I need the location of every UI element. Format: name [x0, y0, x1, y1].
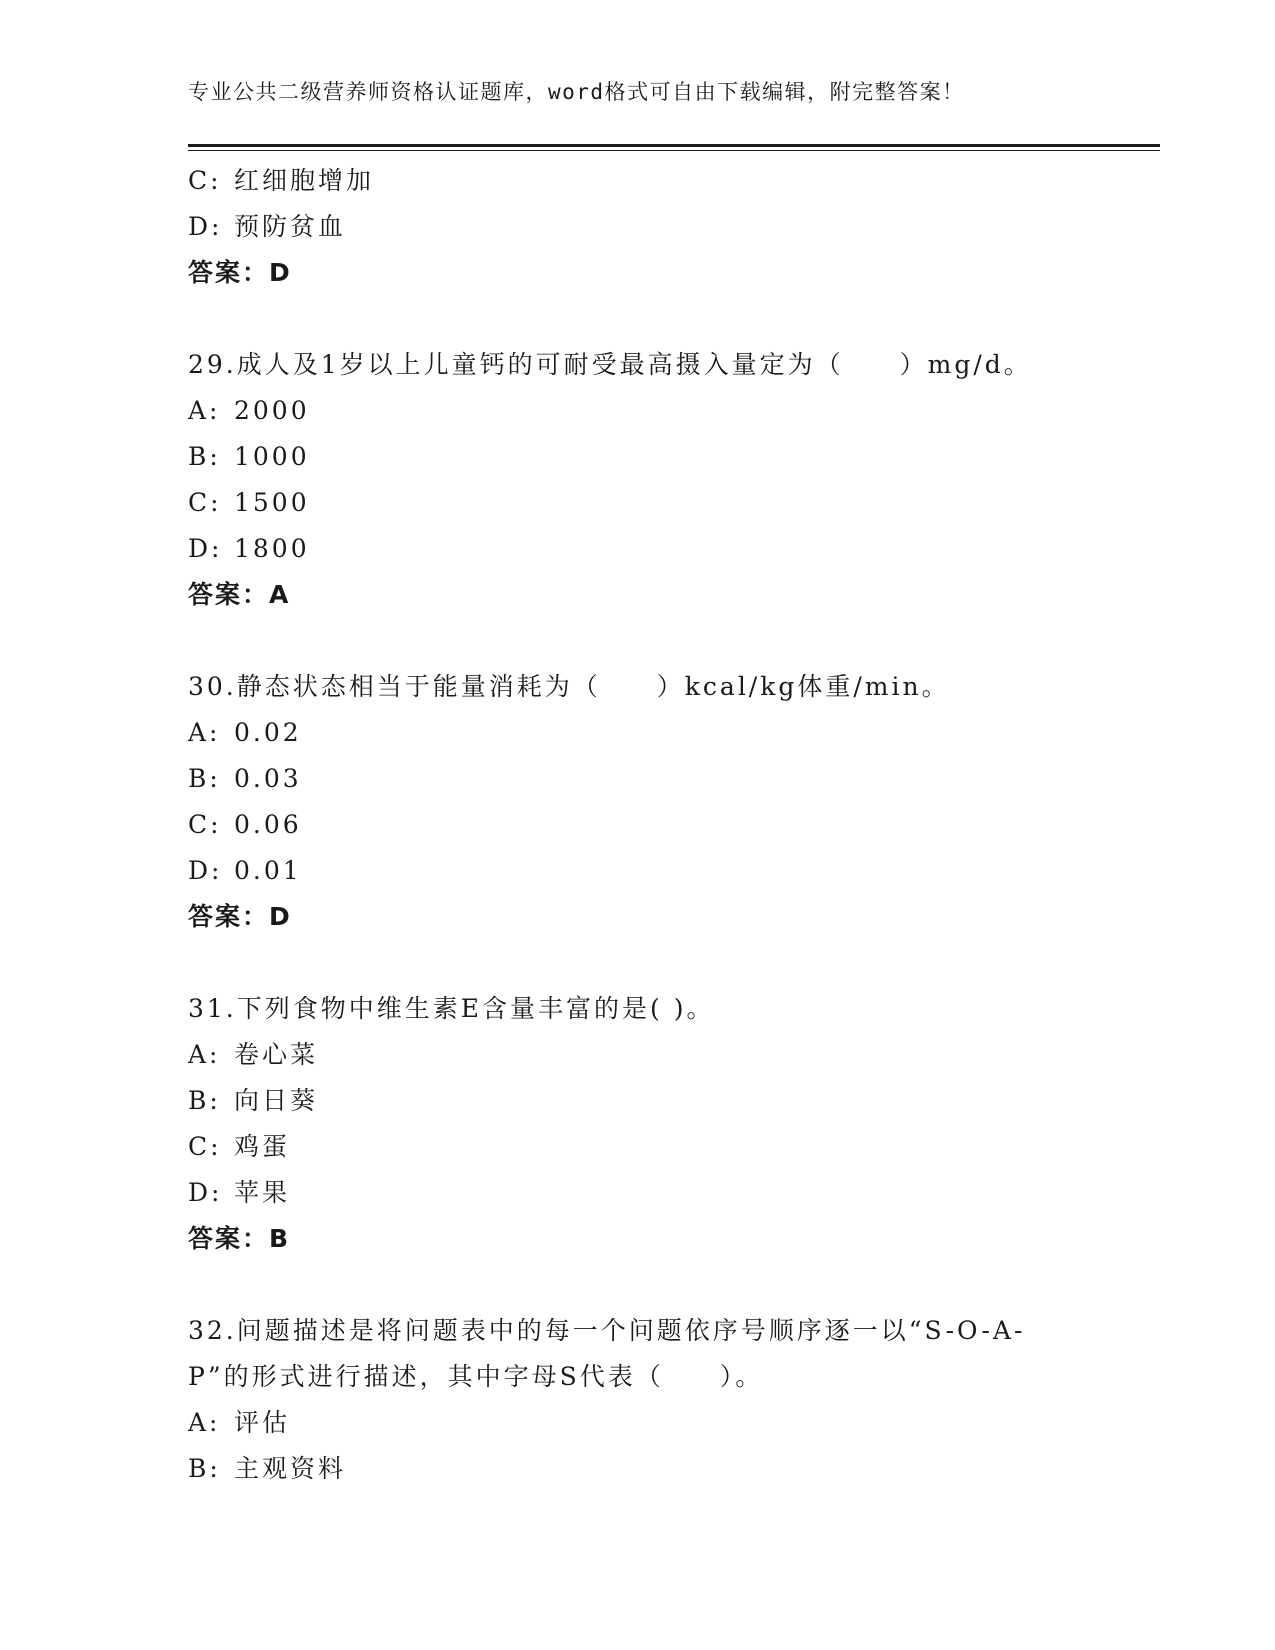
- answer-line: 答案：B: [188, 1224, 291, 1253]
- option-letter: B:: [188, 764, 221, 793]
- option-text: 卷心菜: [234, 1040, 319, 1069]
- option-text: 1000: [234, 442, 310, 471]
- option-c: [188, 480, 1088, 526]
- option-text: 评估: [234, 1408, 291, 1437]
- spacer: [188, 1262, 1088, 1308]
- option-letter: C:: [188, 1132, 222, 1161]
- option-c: [188, 158, 1088, 204]
- spacer: [188, 940, 1088, 986]
- option-letter: B:: [188, 1086, 221, 1115]
- answer-line: 答案：D: [188, 902, 292, 931]
- option-text: 1500: [234, 488, 310, 517]
- question-list: [188, 158, 1088, 1492]
- option-text: 向日葵: [234, 1086, 319, 1115]
- option-d: [188, 1170, 1088, 1216]
- page-header-note: 专业公共二级营养师资格认证题库，word格式可自由下载编辑，附完整答案！: [188, 80, 965, 104]
- option-a: [188, 1032, 1088, 1078]
- option-d: [188, 526, 1088, 572]
- answer-line: 答案：D: [188, 258, 292, 287]
- question-stem: 29.成人及1岁以上儿童钙的可耐受最高摄入量定为（ ）mg/d。: [188, 350, 1032, 379]
- option-text: 鸡蛋: [234, 1132, 291, 1161]
- option-letter: D:: [188, 534, 223, 563]
- option-text: 0.01: [234, 856, 302, 885]
- option-c: [188, 1124, 1088, 1170]
- option-letter: A:: [188, 1408, 221, 1437]
- option-letter: D:: [188, 212, 223, 241]
- question-stem: 30.静态状态相当于能量消耗为（ ）kcal/kg体重/min。: [188, 672, 950, 701]
- option-text: 0.03: [234, 764, 302, 793]
- option-letter: C:: [188, 166, 222, 195]
- option-letter: A:: [188, 1040, 221, 1069]
- option-letter: B:: [188, 1454, 221, 1483]
- option-text: 0.06: [234, 810, 302, 839]
- option-letter: A:: [188, 396, 221, 425]
- option-text: 红细胞增加: [234, 166, 375, 195]
- option-letter: D:: [188, 1178, 223, 1207]
- option-letter: B:: [188, 442, 221, 471]
- option-c: [188, 802, 1088, 848]
- header-divider-thin: [188, 150, 1160, 151]
- option-b: [188, 1446, 1088, 1492]
- option-letter: C:: [188, 810, 222, 839]
- option-b: [188, 756, 1088, 802]
- option-letter: D:: [188, 856, 223, 885]
- option-a: [188, 1400, 1088, 1446]
- option-b: [188, 434, 1088, 480]
- answer-line: 答案：A: [188, 580, 291, 609]
- option-text: 苹果: [234, 1178, 291, 1207]
- header-divider-thick: [188, 144, 1160, 147]
- option-d: [188, 204, 1088, 250]
- option-letter: A:: [188, 718, 221, 747]
- option-letter: C:: [188, 488, 222, 517]
- option-text: 0.02: [234, 718, 302, 747]
- option-a: [188, 388, 1088, 434]
- option-text: 预防贫血: [234, 212, 347, 241]
- option-d: [188, 848, 1088, 894]
- option-a: [188, 710, 1088, 756]
- question-stem-line-2: P”的形式进行描述，其中字母S代表（ ）。: [188, 1362, 764, 1391]
- option-text: 主观资料: [234, 1454, 347, 1483]
- option-text: 1800: [234, 534, 310, 563]
- spacer: [188, 296, 1088, 342]
- option-b: [188, 1078, 1088, 1124]
- option-text: 2000: [234, 396, 310, 425]
- question-stem: 31.下列食物中维生素E含量丰富的是( )。: [188, 994, 715, 1023]
- question-stem-line-1: 32.问题描述是将问题表中的每一个问题依序号顺序逐一以“S-O-A-: [188, 1316, 1026, 1345]
- spacer: [188, 618, 1088, 664]
